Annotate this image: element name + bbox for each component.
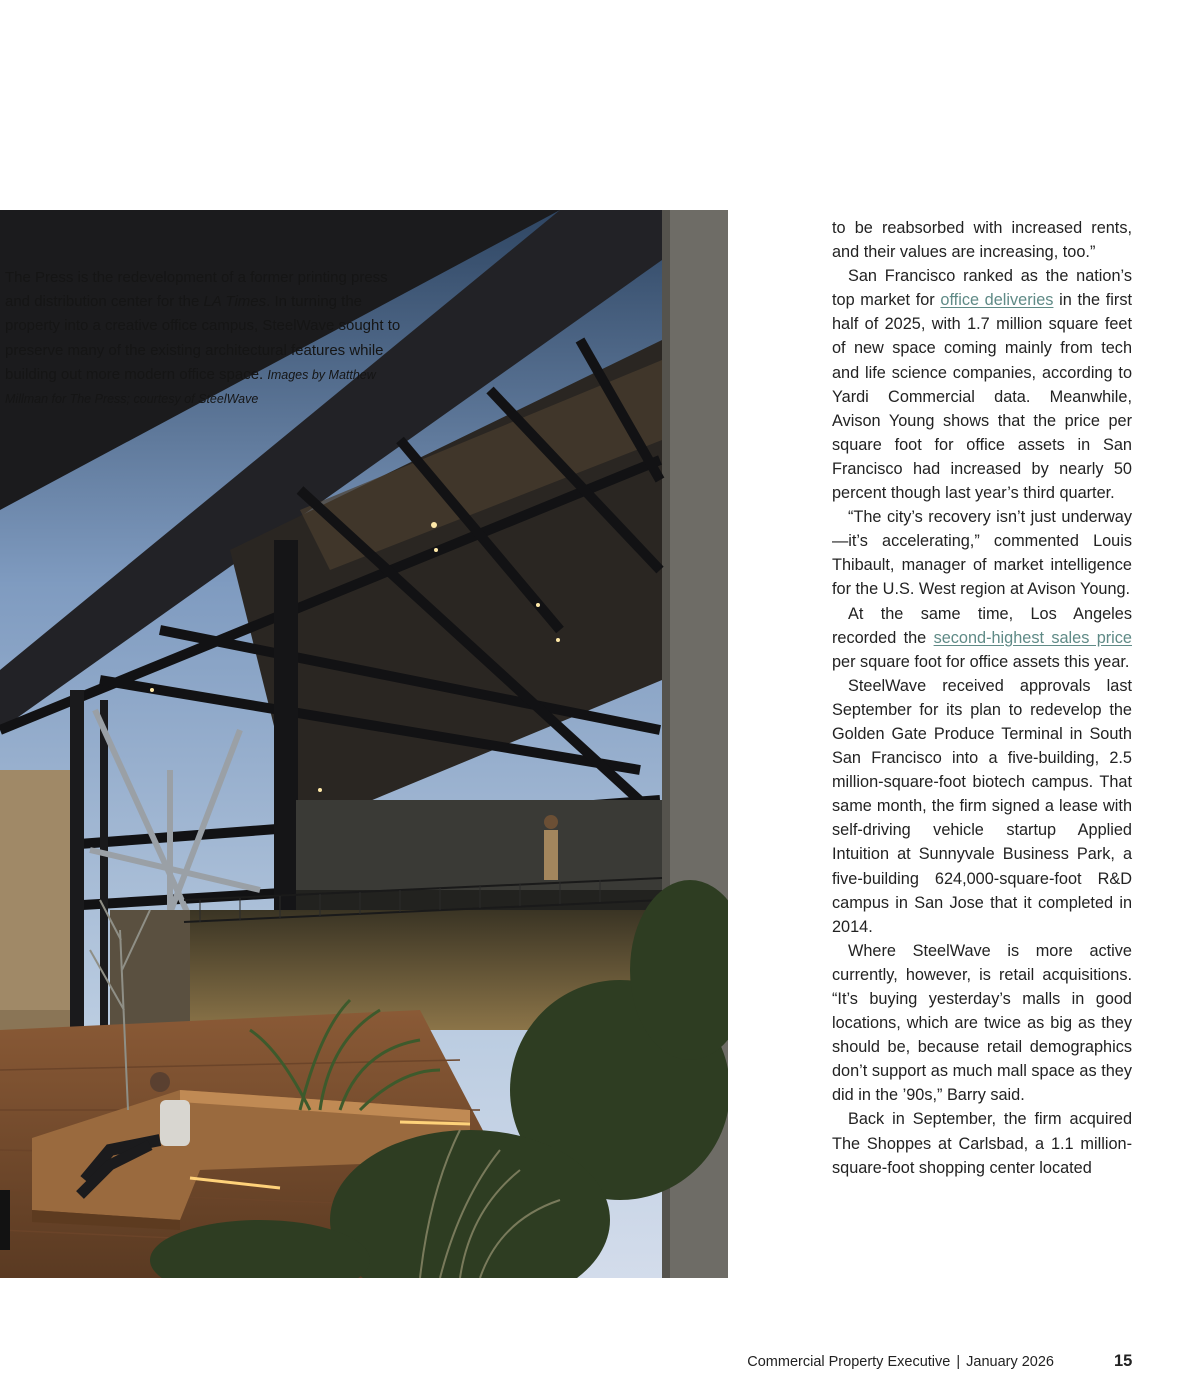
article-text: per square foot for office assets this year. — [832, 652, 1130, 671]
article-text: San Francisco ranked as the nation’s top market for — [832, 267, 1132, 310]
caption-publication-name: LA Times — [203, 293, 267, 311]
photo-credit: Images by Matthew Millman for The Press; courtesy of SteelWave — [5, 367, 376, 407]
footer-separator: | — [956, 1354, 961, 1370]
publication-name: Commercial Property Executive — [747, 1354, 951, 1370]
article-paragraph — [832, 602, 1132, 674]
page-footer — [0, 1352, 1200, 1372]
footer-publication — [747, 1354, 1054, 1370]
office-deliveries-link[interactable]: office deliveries — [940, 291, 1054, 310]
photo-caption — [5, 266, 415, 411]
article-paragraph: to be reabsorbed with increased rents, and their values are increasing, too.” — [832, 219, 1132, 262]
article-paragraph: “The city’s recovery isn’t just underway—it’s accelerating,” commented Louis Thibault, manager of market intelligence for the U.S. West region at Avison Young. — [832, 508, 1132, 599]
article-text: At the same time, Los Angeles recorded the — [832, 604, 1132, 647]
issue-date: January 2026 — [966, 1354, 1054, 1370]
article-column — [832, 216, 1132, 1180]
page-number: 15 — [1114, 1352, 1133, 1370]
article-paragraph — [832, 264, 1132, 505]
caption-text: The Press is the redevelopment of a former printing press and distribution center for the — [5, 269, 388, 311]
article-paragraph: SteelWave received approvals last September for its plan to redevelop the Golden Gate Produce Terminal in South San Francisco into a five-building, 2.5 million-square-foot biotech campus. That same month, the firm signed a lease with self-driving vehicle startup Applied Intuition at Sunnyvale Business Park, a five-building 624,000-square-foot R&D campus in San Jose that it completed in 2014. — [832, 676, 1132, 936]
article-paragraph: Back in September, the firm acquired The Shoppes at Carlsbad, a 1.1 million-square-foot shopping center located — [832, 1110, 1132, 1177]
article-paragraph: Where SteelWave is more active currently, however, is retail acquisitions. “It’s buying yesterday’s malls in good locations, which are twice as big as they should be, because retail demographics don’t support as much mall space as they did in the ’90s,” Barry said. — [832, 941, 1132, 1105]
article-text: in the first half of 2025, with 1.7 million square feet of new space coming mainly from tech and life science companies, according to Yardi Commercial data. Meanwhile, Avison Young shows that the price per square foot for office assets in San Francisco had increased by nearly 50 percent though last year’s third quarter. — [832, 291, 1132, 503]
second-highest-sales-price-link[interactable]: second-highest sales price — [933, 628, 1132, 647]
caption-text-continued: . In turning the property into a creative office campus, SteelWave sought to preserve many of the existing architectural features while building out more modern office space. — [5, 293, 401, 383]
